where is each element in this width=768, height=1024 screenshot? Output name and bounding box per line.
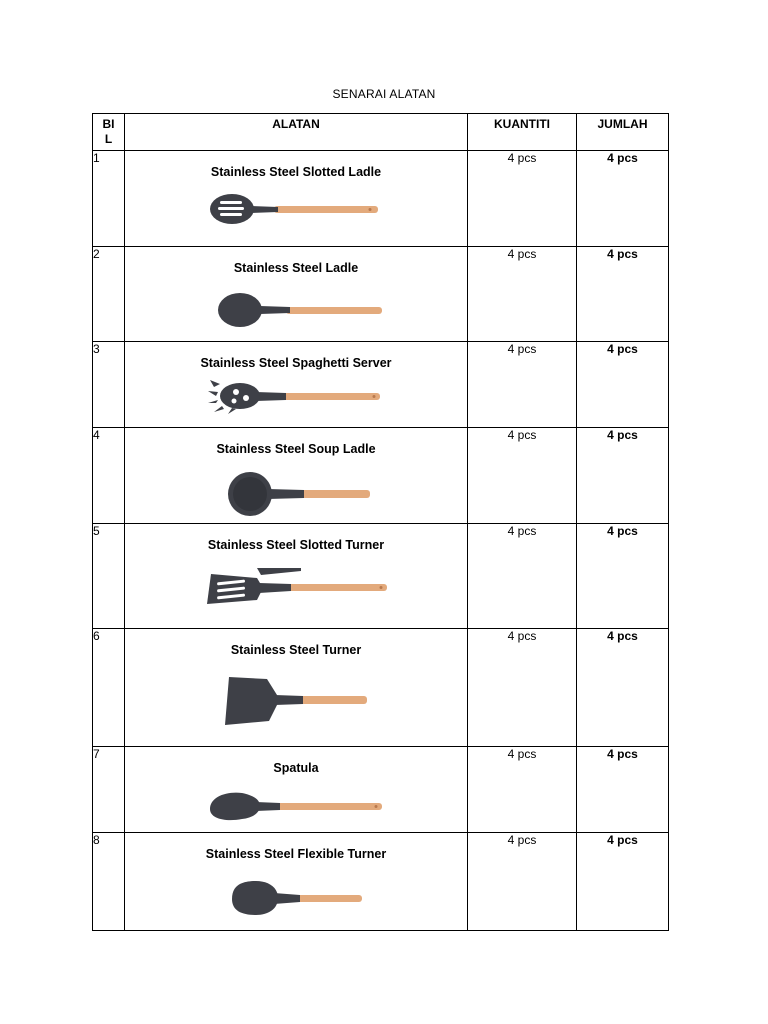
table-row [93,151,669,247]
ladle-icon [206,289,386,331]
tool-name: Stainless Steel Flexible Turner [205,847,387,861]
total-cell: 4 pcs [577,151,669,247]
total-cell: 4 pcs [577,428,669,524]
total-cell: 4 pcs [577,629,669,747]
row-number: 7 [93,747,125,833]
quantity-cell: 4 pcs [468,428,577,524]
spaghetti-server-icon [206,378,386,414]
total-cell: 4 pcs [577,342,669,428]
tool-cell [125,747,468,833]
tool-cell [125,428,468,524]
soup-ladle-icon [216,470,376,518]
document-title: SENARAI ALATAN [332,87,436,101]
tools-table [92,113,669,931]
quantity-cell: 4 pcs [468,342,577,428]
spatula-icon [206,789,386,825]
header-row [93,114,669,151]
tool-name: Stainless Steel Spaghetti Server [200,356,392,370]
tool-cell [125,151,468,247]
table-row [93,247,669,342]
header-kuantiti: KUANTITI [468,114,577,151]
tool-name: Stainless Steel Turner [230,643,362,657]
table-row [93,833,669,931]
table-row [93,747,669,833]
tool-name: Stainless Steel Slotted Ladle [210,165,382,179]
tool-cell [125,524,468,629]
tool-cell [125,247,468,342]
quantity-cell: 4 pcs [468,629,577,747]
row-number: 4 [93,428,125,524]
row-number: 8 [93,833,125,931]
table-row [93,629,669,747]
table-row [93,342,669,428]
flexible-turner-icon [226,877,366,921]
tool-name: Stainless Steel Slotted Turner [207,538,385,552]
tool-cell [125,833,468,931]
header-alatan: ALATAN [125,114,468,151]
total-cell: 4 pcs [577,524,669,629]
quantity-cell: 4 pcs [468,747,577,833]
slotted-ladle-icon [206,189,386,229]
table-row [93,524,669,629]
quantity-cell: 4 pcs [468,247,577,342]
tool-name: Stainless Steel Ladle [233,261,359,275]
tool-cell [125,342,468,428]
tool-name: Stainless Steel Soup Ladle [216,442,376,456]
row-number: 1 [93,151,125,247]
quantity-cell: 4 pcs [468,524,577,629]
quantity-cell: 4 pcs [468,833,577,931]
row-number: 2 [93,247,125,342]
header-jumlah: JUMLAH [577,114,669,151]
total-cell: 4 pcs [577,247,669,342]
tool-cell [125,629,468,747]
header-bil: BI L [93,114,125,151]
turner-icon [221,673,371,729]
row-number: 5 [93,524,125,629]
table-row [93,428,669,524]
tool-name: Spatula [273,761,319,775]
row-number: 6 [93,629,125,747]
total-cell: 4 pcs [577,833,669,931]
total-cell: 4 pcs [577,747,669,833]
slotted-turner-icon [201,568,391,610]
row-number: 3 [93,342,125,428]
quantity-cell: 4 pcs [468,151,577,247]
